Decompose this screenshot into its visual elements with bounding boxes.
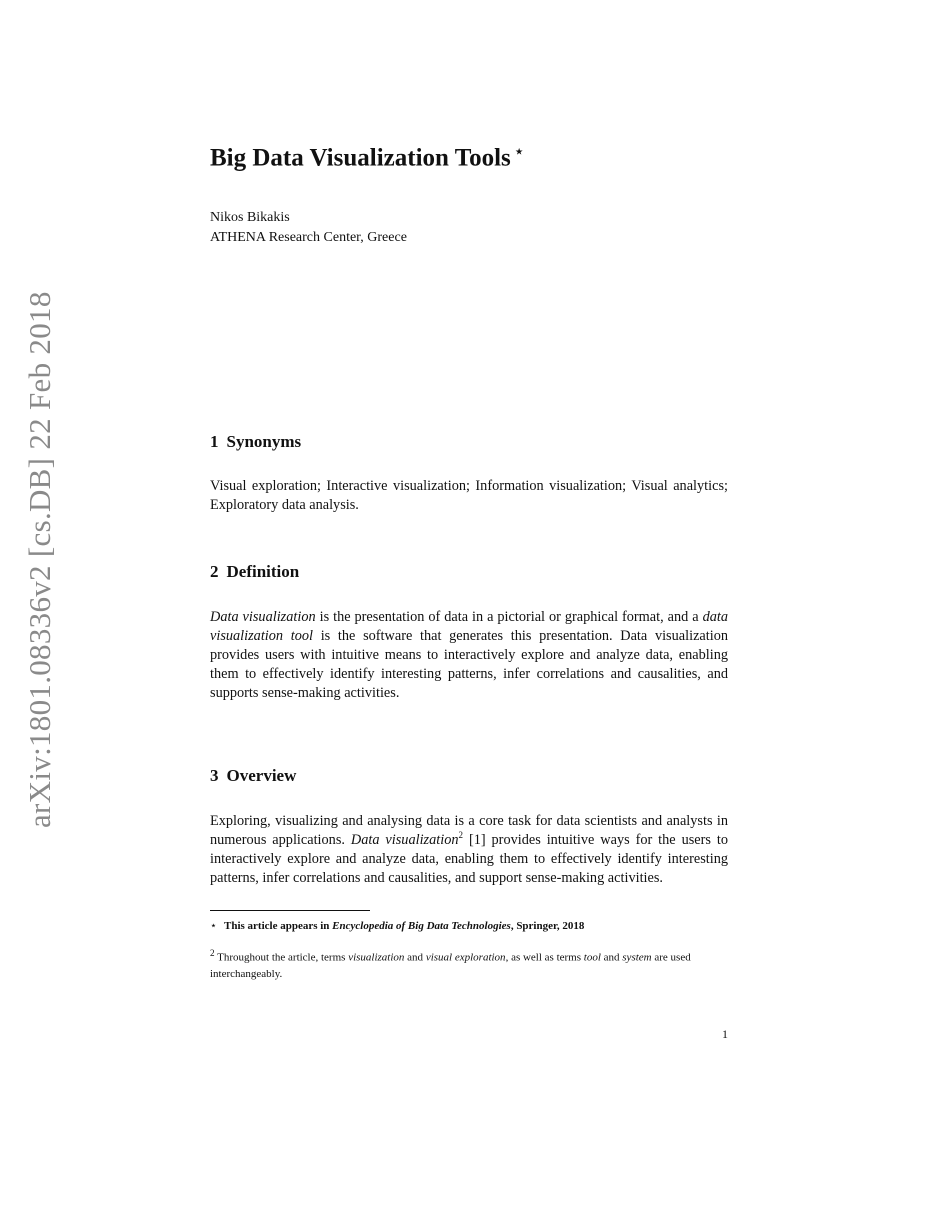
footnote-mark: 2 (210, 948, 215, 958)
author-name: Nikos Bikakis (210, 210, 290, 225)
section-title: Overview (226, 766, 297, 785)
footnote-mark: ⋆ (210, 920, 217, 932)
overview-paragraph: Exploring, visualizing and analysing data is a core task for data scientists and analysts in numerous applications. Data visualization$^2$ [1] provides intuitive ways for the users to interactively explore and analyze data, enabling them to effectively identify interesting patterns, infer correlations and causalities, and support sense-making activities. (210, 813, 728, 886)
definition-term: Data visualization (210, 609, 316, 625)
paper-title (210, 144, 524, 172)
definition-term: data visualization tool (210, 609, 728, 644)
section-number: 3 (210, 766, 219, 785)
section-number: 2 (210, 562, 219, 581)
section-title: Definition (226, 562, 300, 581)
section-heading-synonyms (210, 432, 301, 452)
venue-name: Encyclopedia of Big Data Technologies (332, 920, 511, 932)
section-number: 1 (210, 432, 219, 451)
footnote-publication: ⋆ This article appears in Encyclopedia of Big Data Technologies, Springer, 2018 (210, 920, 585, 932)
definition-paragraph: Data visualization is the presentation of data in a pictorial or graphical format, and a data visualization tool is the software that generates this presentation. Data visualization provides users with intuitive means to interactively explore and analyze data, enabling them to effectively identify interesting patterns, infer correlations and causalities, and supports sense-making activities. (210, 609, 728, 701)
author-affiliation: ATHENA Research Center, Greece (210, 230, 407, 245)
section-heading-overview (210, 766, 296, 786)
synonyms-paragraph: Visual exploration; Interactive visualization; Information visualization; Visual analytics; Exploratory data analysis. (210, 478, 728, 513)
footnote-divider (210, 910, 370, 911)
page-number: 1 (722, 1027, 728, 1041)
footnote-reference: 2 (458, 830, 464, 841)
section-heading-definition (210, 562, 299, 582)
overview-term: Data visualization (350, 832, 459, 848)
section-title: Synonyms (226, 432, 302, 451)
arxiv-stamp: arXiv:1801.08336v2 [cs.DB] 22 Feb 2018 (22, 291, 57, 828)
title-text: Big Data Visualization Tools (210, 144, 511, 172)
author-block (210, 208, 407, 248)
title-footnote-mark: ⋆ (514, 145, 524, 160)
footnote-terms: $^2$ Throughout the article, terms visualization and visual exploration, as well as terms tool and system are used interchangeably. (210, 948, 691, 980)
